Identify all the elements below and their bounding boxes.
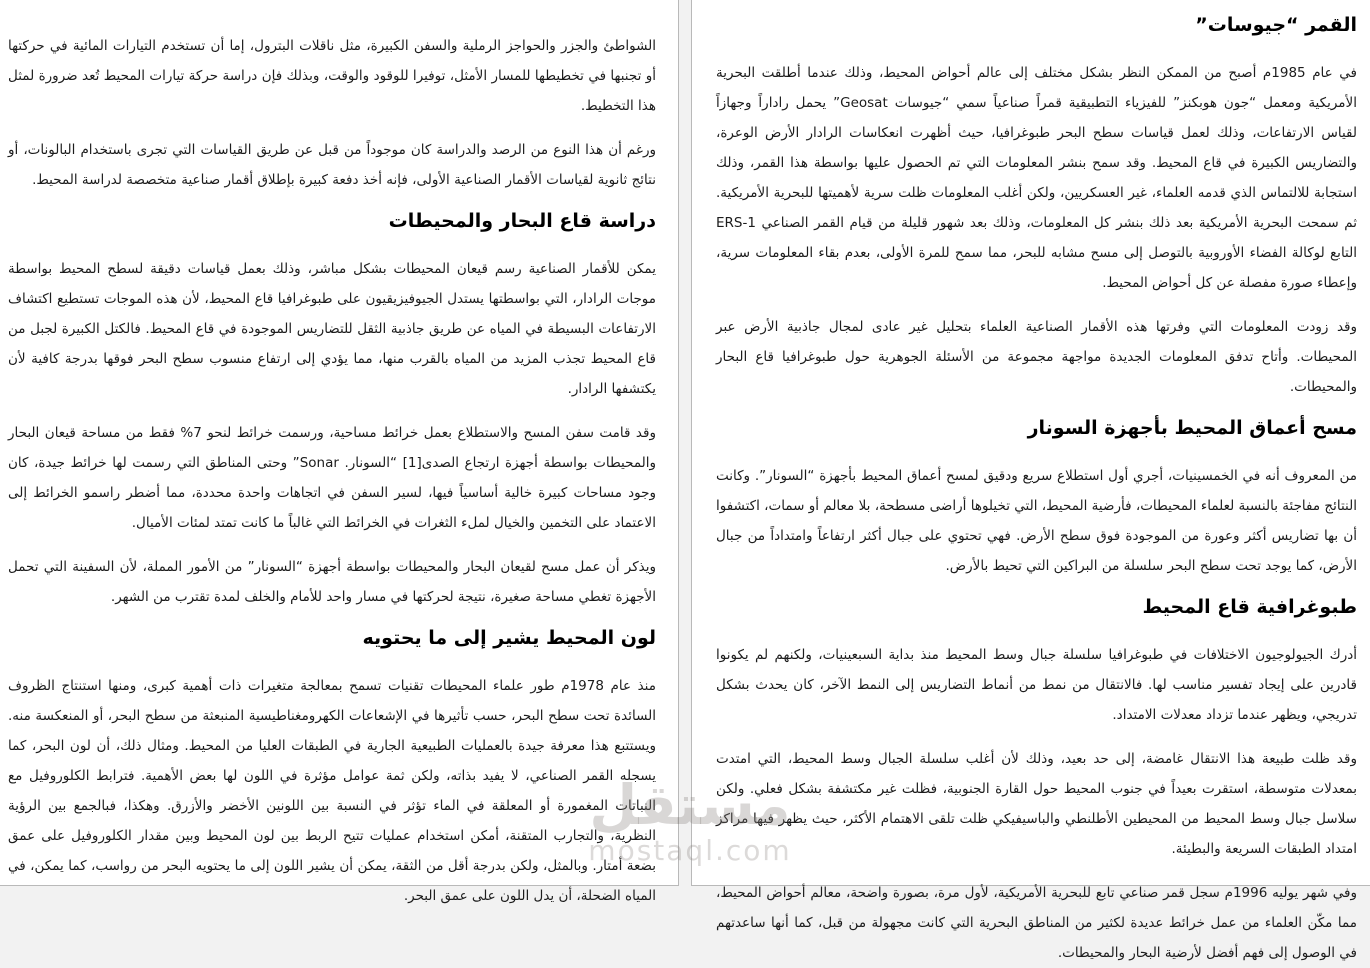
section-heading[interactable]: لون المحيط يشير إلى ما يحتويه xyxy=(362,627,656,649)
paragraph[interactable]: الشواطئ والجزر والحواجز الرملية والسفن الكبيرة، مثل ناقلات البترول، إما أن تستخدم التيارات المائية في حركتها أو تجنبها في تخطيطها للمسار الأمثل، توفيرا للوقود والوقت، وبذلك فإن دراسة حركة تيارات المحيط تُعد ضرورة لمثل هذا التخطيط. xyxy=(8,38,656,114)
paragraph[interactable]: وقد زودت المعلومات التي وفرتها هذه الأقمار الصناعية العلماء بتحليل غير عادى لمجال جاذبية الأرض عبر المحيطات. وأتاح تدفق المعلومات الجديدة مواجهة مجموعة من الأسئلة الجوهرية حول طبوغرافيا قاع البحار والمحيطات. xyxy=(716,319,1357,395)
document-page-left[interactable] xyxy=(0,0,679,904)
paragraph[interactable]: أدرك الجيولوجيون الاختلافات في طبوغرافيا سلسلة جبال وسط المحيط منذ بداية السبعينيات، ولكنهم لم يكونوا قادرين على إيجاد تفسير مناسب لها. فالانتقال من نمط من أنماط التضاريس إلى النمط الآخر، كان يحدث بشكل تدريجي، ويظهر عندما تزداد معدلات الامتداد. xyxy=(716,647,1357,723)
section-heading[interactable]: طبوغرافية قاع المحيط xyxy=(1142,596,1357,618)
section-heading[interactable]: القمر “جيوسات” xyxy=(1195,14,1357,36)
paragraph[interactable]: وقد قامت سفن المسح والاستطلاع بعمل خرائط مساحية، ورسمت خرائط لنحو 7% فقط من مساحة قيعان البحار والمحيطات بواسطة أجهزة ارتجاع الصدى[1] “السونار. Sonar” وحتى المناطق التي رسمت لها خرائط جيدة، كان وجود مساحات كبيرة خالية أساسياً فيها، لسير السفن في اتجاهات واحدة محددة، مما أضطر راسمو الخرائط إلى الاعتماد على التخمين والخيال لملء الثغرات في الخرائط التي غالباً ما كانت تمتد لمئات الأميال. xyxy=(8,425,657,531)
watermark-logo: مستقل xyxy=(589,773,791,837)
paragraph[interactable]: من المعروف أنه في الخمسينيات، أجري أول استطلاع سريع ودقيق لمسح أعماق المحيط بأجهزة “السونار”. وكانت النتائج مفاجئة بالنسبة لعلماء المحيطات، فأرضية المحيط، التي تخيلوها أراضى مسطحة، بلا معالم أو سمات، اكتشفوا أن بها تضاريس أكثر وعورة من الموجودة فوق سطح الأرض. فهي تحتوي على جبال أكثر ارتفاعاً وامتداداً من جبال الأرض، كما يوجد تحت سطح البحر سلسلة من البراكين التي تحيط بالأرض. xyxy=(716,468,1357,574)
paragraph[interactable]: وقد ظلت طبيعة هذا الانتقال غامضة، إلى حد بعيد، وذلك لأن أغلب سلسلة الجبال وسط المحيط، التي امتدت بمعدلات متوسطة، استقرت بعيداً في جنوب المحيط حول القارة الجنوبية، فظلت غير مكتشفة بشكل فعلي. ولكن سلاسل جبال وسط المحيط من المحيطين الأطلنطي والباسيفيكي ظلت تلقى الاهتمام الأكثر، حيث يظهر فيها مراكز امتداد الطبقات السريعة والبطيئة. xyxy=(716,751,1357,857)
paragraph[interactable]: يمكن للأقمار الصناعية رسم قيعان المحيطات بشكل مباشر، وذلك بعمل قياسات دقيقة لسطح المحيط بواسطة موجات الرادار، التي بواسطتها يستدل الجيوفيزيقيون على طبوغرافيا قاع المحيط، لأن هذه الموجات تستطيع اكتشاف الارتفاعات البسيطة في المياه عن طريق جاذبية الثقل للتضاريس الموجودة في قاع المحيط. فالكتل الكبيرة لجبل من قاع المحيط تجذب المزيد من المياه بالقرب منها، مما يؤدي إلى ارتفاع منسوب سطح البحر فوقها بدرجة كافية لأن يكتشفها الرادار. xyxy=(8,261,656,397)
paragraph[interactable]: ورغم أن هذا النوع من الرصد والدراسة كان موجوداً من قبل عن طريق القياسات التي تجرى باستخدام البالونات، أو نتائج ثانوية لقياسات الأقمار الصناعية الأولى، فإنه أخذ دفعة كبيرة بإطلاق أقمار صناعية متخصصة لدراسة المحيط. xyxy=(8,142,656,188)
paragraph[interactable]: في عام 1985م أصبح من الممكن النظر بشكل مختلف إلى عالم أحواض المحيط، وذلك عندما أطلقت البحرية الأمريكية ومعمل “جون هوبكنز” للفيزياء التطبيقية قمراً صناعياً سمي “جيوسات Geosat” يحمل راداراً وجهازاً لقياس الارتفاعات، وذلك لعمل قياسات سطح البحر طبوغرافيا، حيث أظهرت انعكاسات الرادار الأرض الوعرة، والتضاريس الكبيرة في قاع المحيط. وقد سمح بنشر المعلومات التي تم الحصول عليها بواسطة هذا القمر، وذلك استجابة للالتماس الذي قدمه العلماء، غير العسكريين، ولكن أغلب المعلومات ظلت سرية لأهميتها للبحرية الأمريكية. ثم سمحت البحرية الأمريكية بعد ذلك بنشر كل المعلومات، وذلك بعد شهور قليلة من قيام القمر الصناعي ERS-1 التابع لوكالة الفضاء الأوروبية بالتوصل إلى مسح مشابه للبحر، مما سمح للمرة الأولى، بعدم بقاء المعلومات سرية، وإعطاء صورة مفصلة عن كل أحواض المحيط. xyxy=(716,65,1357,291)
paragraph[interactable]: منذ عام 1978م طور علماء المحيطات تقنيات تسمح بمعالجة متغيرات ذات أهمية كبرى، ومنها استنتاج الظروف السائدة تحت سطح البحر، حسب تأثيرها في الإشعاعات الكهرومغناطيسية المنبعثة من سطح البحر، أو المنعكسة منه. ويستتبع هذا معرفة جيدة بالعمليات الطبيعية الجارية في الطبقات العليا من المحيط. ومثال ذلك، أن لون البحر، كما يسجله القمر الصناعي، لا يفيد بذاته، ولكن ثمة عوامل مؤثرة في اللون لها بعض الأهمية. فترابط الكلوروفيل مع النباتات المغمورة أو المعلقة في الماء تؤثر في النسبة بين اللونين الأخضر والأزرق. وهكذا، فبالجمع بين الرؤية النظرية، والتجارب المتقنة، أمكن استخدام عمليات تتيح الربط بين لون المحيط وبين مقدار الكلوروفيل على عمق بضعة أمتار. وبالمثل، ولكن بدرجة أقل من الثقة، يمكن أن يشير اللون إلى ما يحتويه البحر من رواسب، كما يمكن، في المياه الضحلة، أن يدل اللون على عمق البحر. xyxy=(8,678,656,904)
section-heading[interactable]: مسح أعماق المحيط بأجهزة السونار xyxy=(1027,417,1357,439)
watermark-domain: mostaql.com xyxy=(588,834,792,867)
paragraph[interactable]: وفي شهر يوليه 1996م سجل قمر صناعي تابع للبحرية الأمريكية، لأول مرة، بصورة واضحة، معالم أحواض المحيط، مما مكّن العلماء من عمل خرائط عديدة لكثير من المناطق البحرية التي كانت مجهولة من قبل، كما أنها ساعدتهم في الوصول إلى فهم أفضل لأرضية البحار والمحيطات. xyxy=(716,885,1357,961)
paragraph[interactable]: ويذكر أن عمل مسح لقيعان البحار والمحيطات بواسطة أجهزة “السونار” من الأمور المملة، لأن السفينة التي تحمل الأجهزة تغطي مساحة صغيرة، نتيجة لحركتها في مسار واحد للأمام والخلف لمدة تقترب من الشهر. xyxy=(8,559,656,605)
section-heading[interactable]: دراسة قاع البحار والمحيطات xyxy=(388,210,656,232)
document-page-right[interactable] xyxy=(691,0,1370,961)
